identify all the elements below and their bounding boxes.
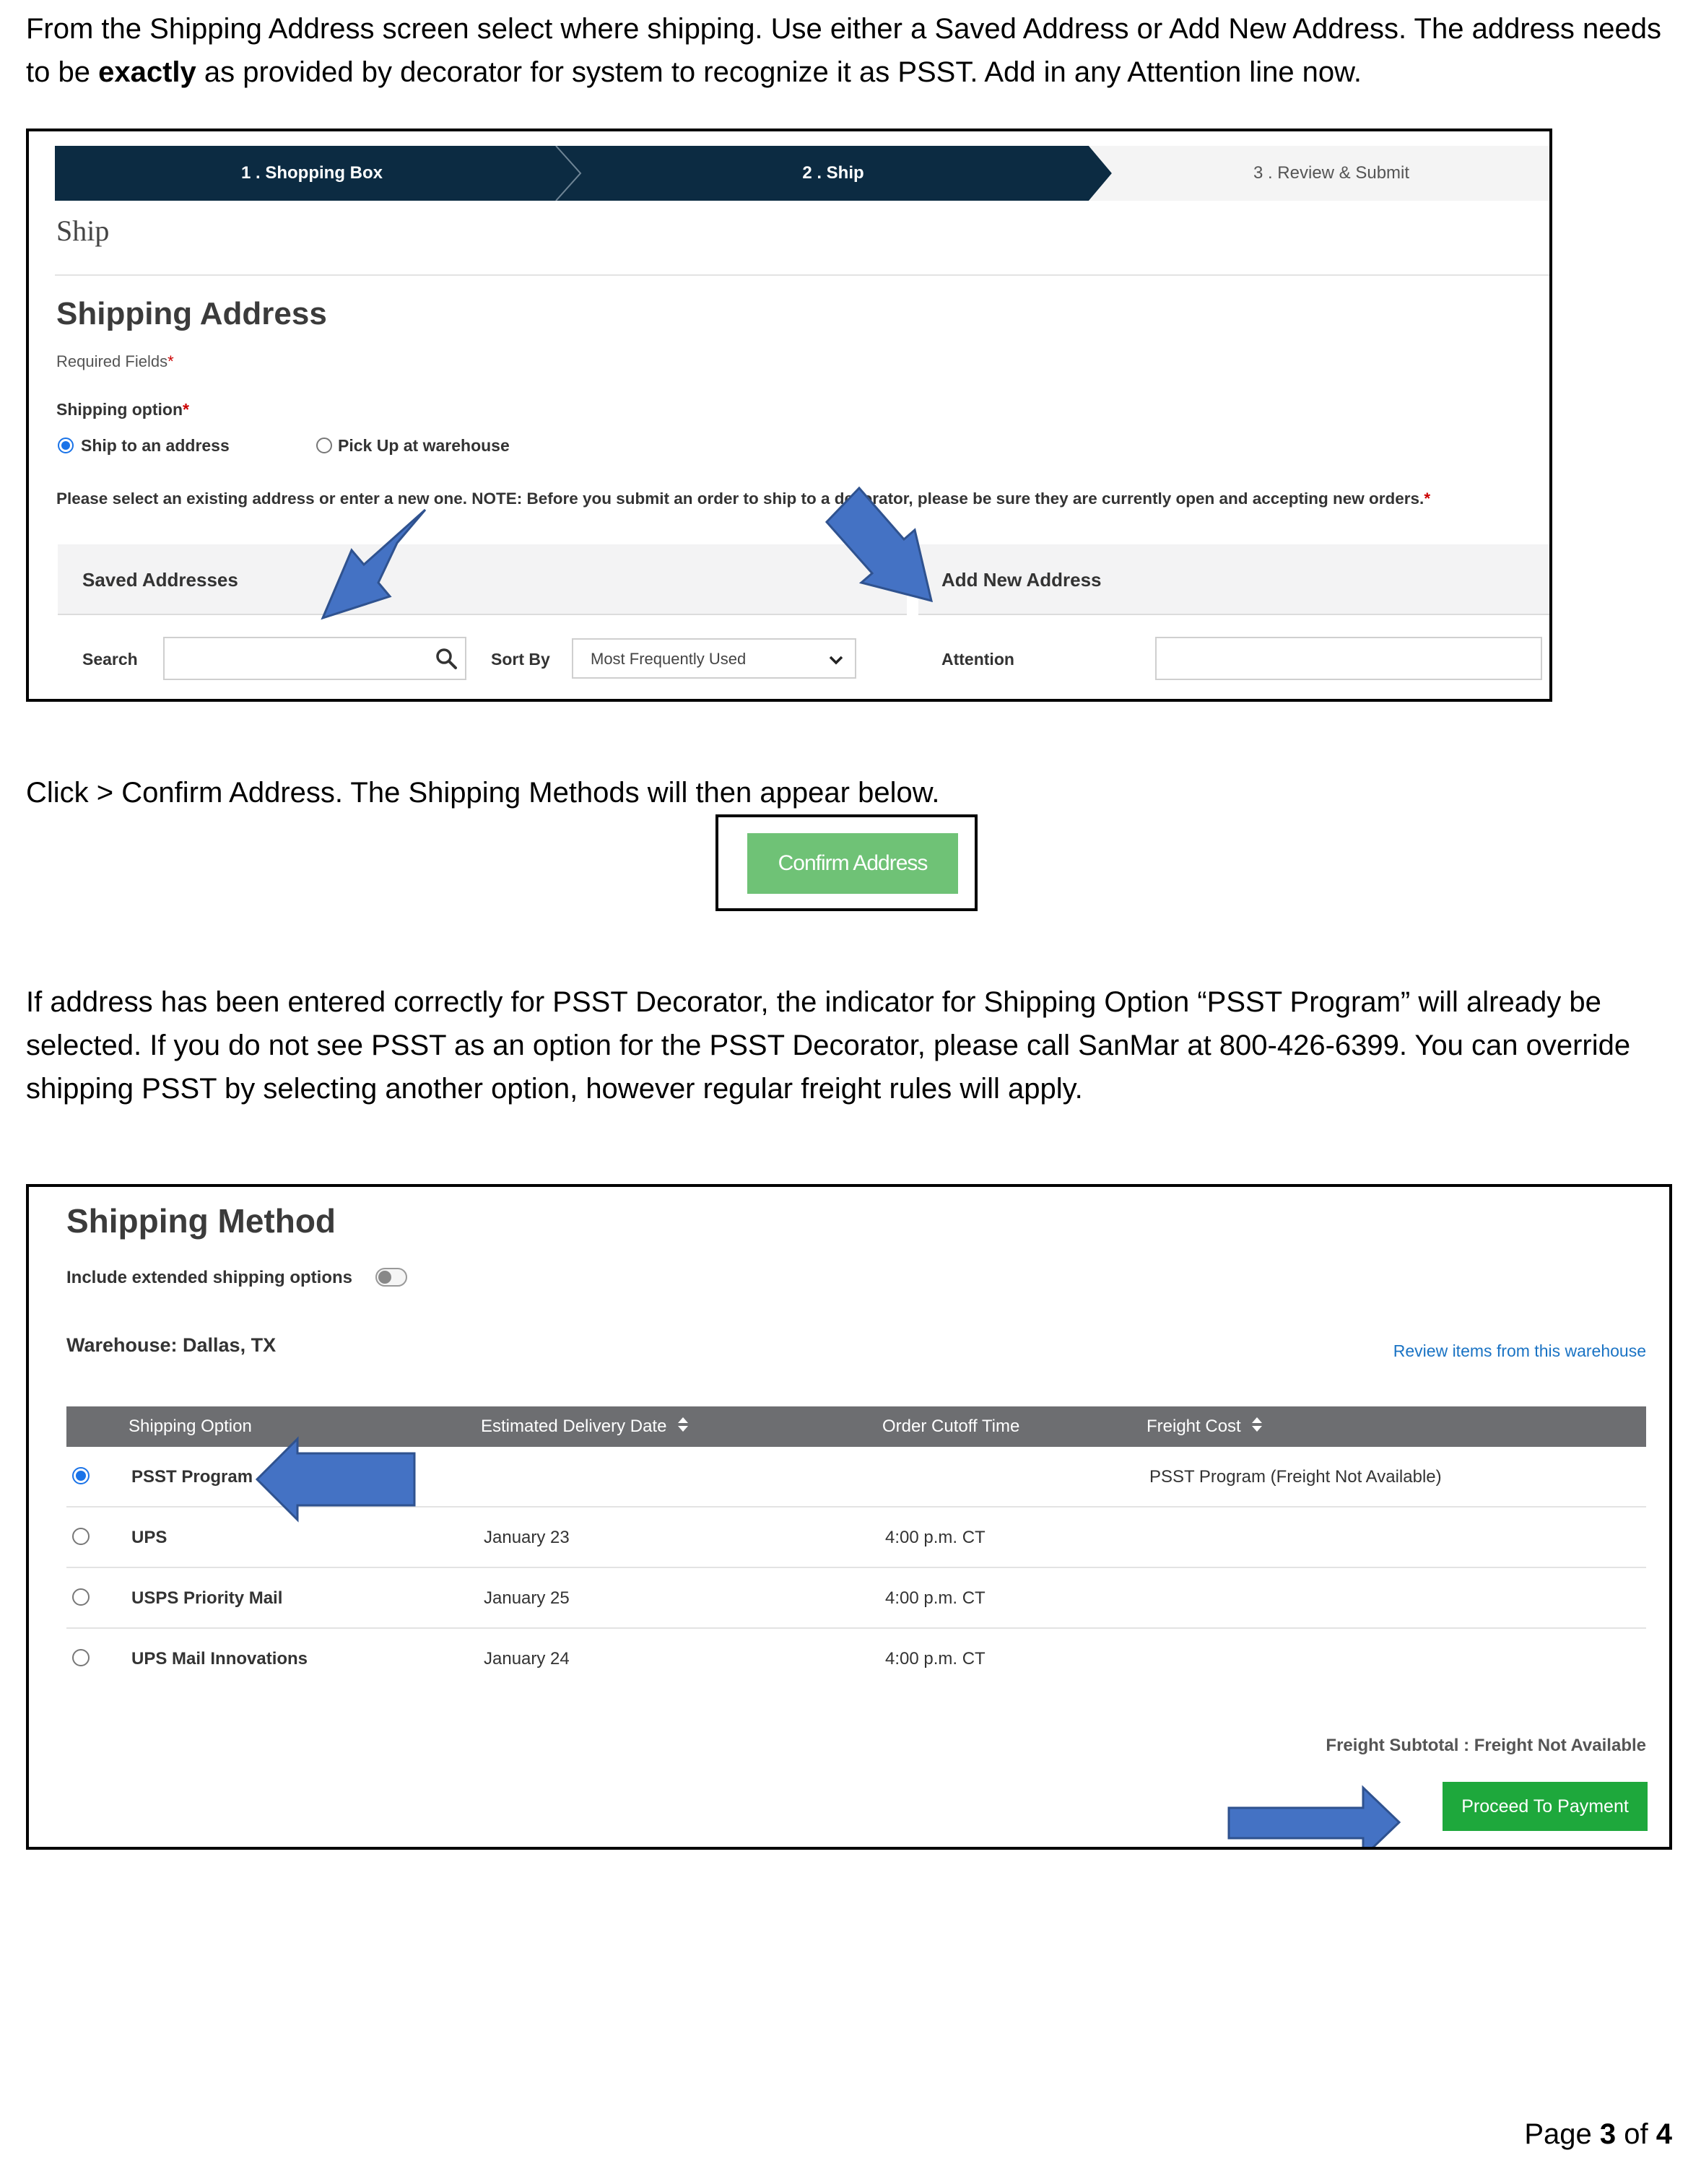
row-cutoff: 4:00 p.m. CT xyxy=(885,1588,986,1608)
row-date: January 24 xyxy=(484,1649,570,1669)
step-review-submit[interactable]: 3 . Review & Submit xyxy=(1253,163,1410,183)
row-option: UPS Mail Innovations xyxy=(131,1649,308,1669)
intro-text-a: From the Shipping Address screen select where shipping. Use either a Saved Address or Add New Address. The address needs to be xyxy=(26,13,1661,88)
row-cutoff: 4:00 p.m. CT xyxy=(885,1649,986,1669)
col-cutoff-time: Order Cutoff Time xyxy=(882,1417,1020,1436)
page-number xyxy=(1444,2118,1672,2151)
intro-bold: exactly xyxy=(98,56,196,88)
address-note-star: * xyxy=(1424,490,1431,508)
saved-addresses-label: Saved Addresses xyxy=(82,569,238,591)
search-label: Search xyxy=(82,650,138,669)
shipping-method-screenshot xyxy=(26,1184,1672,1850)
arrow-icon xyxy=(29,1187,1672,1850)
shipping-option-star: * xyxy=(183,400,189,419)
col-delivery-date-label: Estimated Delivery Date xyxy=(481,1417,667,1436)
step-ship[interactable]: 2 . Ship xyxy=(802,163,864,183)
confirm-instruction: Click > Confirm Address. The Shipping Methods will then appear below. xyxy=(26,777,940,809)
intro-paragraph xyxy=(26,7,1679,94)
step-shopping-box[interactable]: 1 . Shopping Box xyxy=(241,163,383,183)
confirm-address-button[interactable]: Confirm Address xyxy=(747,833,958,894)
col-freight-cost-label: Freight Cost xyxy=(1147,1417,1241,1436)
col-shipping-option: Shipping Option xyxy=(129,1417,252,1436)
ship-screen-screenshot xyxy=(26,129,1552,702)
proceed-to-payment-button[interactable]: Proceed To Payment xyxy=(1443,1782,1648,1831)
row-cost: PSST Program (Freight Not Available) xyxy=(1149,1467,1442,1487)
row-option: USPS Priority Mail xyxy=(131,1588,283,1608)
row-option: PSST Program xyxy=(131,1467,253,1487)
confirm-button-screenshot xyxy=(715,814,978,911)
ship-to-address-label: Ship to an address xyxy=(81,436,230,455)
page-word: Page xyxy=(1524,2118,1600,2150)
page-title: Ship xyxy=(56,214,110,247)
intro-text-b: as provided by decorator for system to recognize it as PSST. Add in any Attention line now. xyxy=(196,56,1362,88)
pickup-warehouse-label: Pick Up at warehouse xyxy=(338,436,510,455)
warehouse-label: Warehouse: Dallas, TX xyxy=(66,1334,277,1356)
add-new-address-label: Add New Address xyxy=(941,569,1102,591)
shipping-method-title: Shipping Method xyxy=(66,1202,336,1240)
psst-instruction: If address has been entered correctly for PSST Decorator, the indicator for Shipping Option “PSST Program” will already be selected. If you do not see PSST as an option for the PSST Decorator, please call SanMar at 800-426-6399. You can override shipping PSST by selecting another option, however regular freight rules will apply. xyxy=(26,986,1631,1105)
required-text: Required Fields xyxy=(56,352,168,370)
address-note-text: Please select an existing address or enter a new one. NOTE: Before you submit an order to ship to a decorator, please be sure they are currently open and accepting new orders. xyxy=(56,490,1424,508)
row-cutoff: 4:00 p.m. CT xyxy=(885,1528,986,1547)
page-current: 3 xyxy=(1599,2118,1617,2150)
required-star: * xyxy=(168,352,174,370)
sort-by-value: Most Frequently Used xyxy=(591,650,747,668)
section-title: Shipping Address xyxy=(56,296,327,331)
page-of-word: of xyxy=(1616,2118,1656,2150)
extended-options-label: Include extended shipping options xyxy=(66,1268,353,1287)
sort-by-label: Sort By xyxy=(491,650,550,669)
row-date: January 23 xyxy=(484,1528,570,1547)
row-date: January 25 xyxy=(484,1588,570,1608)
attention-label: Attention xyxy=(941,650,1014,669)
review-items-link[interactable]: Review items from this warehouse xyxy=(1393,1341,1646,1360)
arrow-to-saved-addresses-icon xyxy=(29,131,1552,702)
row-option: UPS xyxy=(131,1528,168,1547)
shipping-option-text: Shipping option xyxy=(56,400,183,419)
page-total: 4 xyxy=(1656,2118,1672,2150)
freight-subtotal: Freight Subtotal : Freight Not Available xyxy=(1326,1736,1646,1755)
